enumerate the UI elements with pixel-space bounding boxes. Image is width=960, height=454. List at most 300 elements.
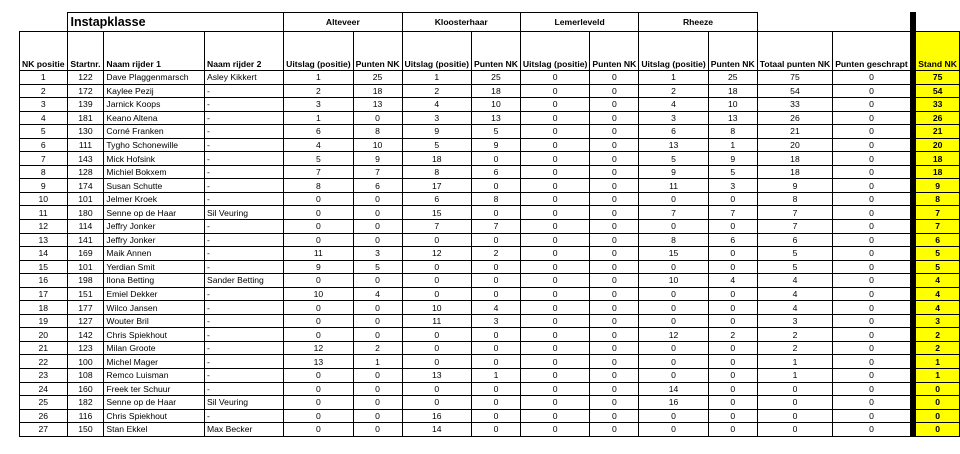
cell-uitslag-lemerleveld: 0	[520, 355, 589, 369]
cell-rijder2: Asley Kikkert	[204, 71, 283, 85]
cell-uitslag-kloosterhaar: 18	[402, 152, 471, 166]
cell-rijder2: Max Becker	[204, 423, 283, 437]
cell-uitslag-lemerleveld: 0	[520, 287, 589, 301]
cell-punten-lemerleveld: 0	[590, 341, 639, 355]
cell-uitslag-rheeze: 10	[639, 274, 708, 288]
cell-geschrapt: 0	[833, 220, 911, 234]
cell-punten-alteveer: 4	[353, 287, 402, 301]
cell-totaal: 5	[757, 260, 833, 274]
cell-uitslag-alteveer: 13	[284, 355, 353, 369]
cell-totaal: 18	[757, 152, 833, 166]
cell-rijder2: -	[204, 382, 283, 396]
cell-uitslag-lemerleveld: 0	[520, 328, 589, 342]
cell-stand: 2	[916, 341, 960, 355]
cell-geschrapt: 0	[833, 165, 911, 179]
cell-startnr: 116	[67, 409, 104, 423]
cell-rijder1: Emiel Dekker	[104, 287, 205, 301]
cell-uitslag-rheeze: 6	[639, 125, 708, 139]
cell-nk-positie: 14	[20, 247, 68, 261]
cell-rijder2: -	[204, 179, 283, 193]
cell-totaal: 4	[757, 301, 833, 315]
cell-punten-kloosterhaar: 4	[472, 301, 521, 315]
cell-stand: 5	[916, 260, 960, 274]
group-lemerleveld: Lemerleveld	[520, 13, 638, 32]
cell-uitslag-alteveer: 8	[284, 179, 353, 193]
group-kloosterhaar: Kloosterhaar	[402, 13, 520, 32]
cell-stand: 7	[916, 220, 960, 234]
cell-startnr: 101	[67, 260, 104, 274]
group-rheeze: Rheeze	[639, 13, 757, 32]
cell-punten-rheeze: 18	[708, 84, 757, 98]
cell-rijder1: Milan Groote	[104, 341, 205, 355]
cell-punten-kloosterhaar: 13	[472, 111, 521, 125]
cell-punten-alteveer: 0	[353, 233, 402, 247]
cell-stand: 4	[916, 274, 960, 288]
cell-nk-positie: 7	[20, 152, 68, 166]
cell-uitslag-kloosterhaar: 14	[402, 423, 471, 437]
cell-nk-positie: 19	[20, 314, 68, 328]
cell-rijder1: Remco Luisman	[104, 369, 205, 383]
cell-stand: 18	[916, 165, 960, 179]
cell-punten-alteveer: 0	[353, 328, 402, 342]
cell-geschrapt: 0	[833, 233, 911, 247]
cell-nk-positie: 5	[20, 125, 68, 139]
cell-geschrapt: 0	[833, 138, 911, 152]
cell-punten-alteveer: 2	[353, 341, 402, 355]
cell-punten-lemerleveld: 0	[590, 423, 639, 437]
cell-geschrapt: 0	[833, 274, 911, 288]
cell-totaal: 0	[757, 409, 833, 423]
cell-stand: 4	[916, 301, 960, 315]
table-row	[20, 220, 960, 234]
cell-uitslag-alteveer: 6	[284, 125, 353, 139]
cell-rijder1: Chris Spiekhout	[104, 409, 205, 423]
cell-uitslag-rheeze: 4	[639, 98, 708, 112]
cell-startnr: 100	[67, 355, 104, 369]
cell-nk-positie: 3	[20, 98, 68, 112]
cell-punten-kloosterhaar: 0	[472, 396, 521, 410]
cell-uitslag-rheeze: 0	[639, 220, 708, 234]
cell-uitslag-kloosterhaar: 0	[402, 328, 471, 342]
cell-uitslag-lemerleveld: 0	[520, 382, 589, 396]
cell-geschrapt: 0	[833, 314, 911, 328]
cell-uitslag-rheeze: 5	[639, 152, 708, 166]
cell-rijder2: -	[204, 98, 283, 112]
cell-uitslag-kloosterhaar: 1	[402, 71, 471, 85]
cell-punten-alteveer: 8	[353, 125, 402, 139]
cell-punten-lemerleveld: 0	[590, 355, 639, 369]
cell-geschrapt: 0	[833, 71, 911, 85]
cell-nk-positie: 13	[20, 233, 68, 247]
cell-totaal: 21	[757, 125, 833, 139]
cell-uitslag-lemerleveld: 0	[520, 84, 589, 98]
cell-startnr: 180	[67, 206, 104, 220]
standings-sheet	[19, 12, 960, 437]
cell-uitslag-rheeze: 1	[639, 71, 708, 85]
cell-punten-alteveer: 1	[353, 355, 402, 369]
cell-uitslag-kloosterhaar: 0	[402, 396, 471, 410]
cell-stand: 0	[916, 396, 960, 410]
cell-rijder1: Keano Altena	[104, 111, 205, 125]
cell-uitslag-alteveer: 0	[284, 314, 353, 328]
cell-punten-rheeze: 7	[708, 206, 757, 220]
page-title: Instapklasse	[67, 13, 284, 32]
cell-uitslag-lemerleveld: 0	[520, 274, 589, 288]
cell-totaal: 7	[757, 206, 833, 220]
cell-nk-positie: 18	[20, 301, 68, 315]
title-row	[20, 13, 960, 32]
cell-rijder1: Freek ter Schuur	[104, 382, 205, 396]
cell-startnr: 122	[67, 71, 104, 85]
col-header-punten-rheeze: Punten NK	[708, 32, 757, 71]
cell-punten-kloosterhaar: 8	[472, 192, 521, 206]
cell-rijder2: -	[204, 165, 283, 179]
cell-uitslag-rheeze: 0	[639, 287, 708, 301]
cell-punten-rheeze: 3	[708, 179, 757, 193]
cell-uitslag-kloosterhaar: 0	[402, 287, 471, 301]
cell-uitslag-kloosterhaar: 13	[402, 369, 471, 383]
cell-stand: 18	[916, 152, 960, 166]
cell-uitslag-alteveer: 0	[284, 382, 353, 396]
cell-uitslag-kloosterhaar: 11	[402, 314, 471, 328]
cell-uitslag-rheeze: 9	[639, 165, 708, 179]
cell-startnr: 151	[67, 287, 104, 301]
table-row	[20, 382, 960, 396]
cell-punten-kloosterhaar: 0	[472, 287, 521, 301]
cell-totaal: 4	[757, 287, 833, 301]
cell-rijder2: -	[204, 369, 283, 383]
cell-nk-positie: 12	[20, 220, 68, 234]
cell-punten-lemerleveld: 0	[590, 192, 639, 206]
table-row	[20, 206, 960, 220]
cell-uitslag-rheeze: 0	[639, 355, 708, 369]
cell-punten-lemerleveld: 0	[590, 84, 639, 98]
cell-punten-lemerleveld: 0	[590, 220, 639, 234]
cell-uitslag-kloosterhaar: 0	[402, 260, 471, 274]
cell-punten-rheeze: 0	[708, 355, 757, 369]
cell-uitslag-rheeze: 7	[639, 206, 708, 220]
cell-punten-alteveer: 0	[353, 409, 402, 423]
cell-nk-positie: 15	[20, 260, 68, 274]
cell-uitslag-rheeze: 0	[639, 423, 708, 437]
cell-rijder2: -	[204, 287, 283, 301]
cell-punten-rheeze: 0	[708, 423, 757, 437]
cell-nk-positie: 22	[20, 355, 68, 369]
table-row	[20, 84, 960, 98]
cell-geschrapt: 0	[833, 152, 911, 166]
cell-nk-positie: 20	[20, 328, 68, 342]
cell-uitslag-kloosterhaar: 0	[402, 274, 471, 288]
cell-uitslag-lemerleveld: 0	[520, 260, 589, 274]
cell-uitslag-lemerleveld: 0	[520, 369, 589, 383]
cell-startnr: 130	[67, 125, 104, 139]
cell-uitslag-alteveer: 0	[284, 274, 353, 288]
cell-uitslag-kloosterhaar: 17	[402, 179, 471, 193]
cell-uitslag-lemerleveld: 0	[520, 409, 589, 423]
cell-rijder2: -	[204, 328, 283, 342]
cell-nk-positie: 1	[20, 71, 68, 85]
cell-startnr: 101	[67, 192, 104, 206]
cell-uitslag-kloosterhaar: 10	[402, 301, 471, 315]
cell-startnr: 114	[67, 220, 104, 234]
cell-nk-positie: 24	[20, 382, 68, 396]
cell-totaal: 33	[757, 98, 833, 112]
cell-rijder2: -	[204, 409, 283, 423]
cell-uitslag-rheeze: 0	[639, 369, 708, 383]
cell-uitslag-alteveer: 5	[284, 152, 353, 166]
cell-stand: 6	[916, 233, 960, 247]
cell-rijder2: -	[204, 192, 283, 206]
cell-totaal: 8	[757, 192, 833, 206]
cell-nk-positie: 2	[20, 84, 68, 98]
cell-punten-lemerleveld: 0	[590, 369, 639, 383]
cell-punten-rheeze: 0	[708, 341, 757, 355]
cell-rijder2: -	[204, 260, 283, 274]
cell-punten-kloosterhaar: 7	[472, 220, 521, 234]
table-row	[20, 152, 960, 166]
cell-punten-kloosterhaar: 0	[472, 233, 521, 247]
cell-punten-alteveer: 25	[353, 71, 402, 85]
cell-uitslag-lemerleveld: 0	[520, 206, 589, 220]
cell-rijder2: Sil Veuring	[204, 206, 283, 220]
table-row	[20, 287, 960, 301]
table-row	[20, 233, 960, 247]
cell-rijder2: -	[204, 233, 283, 247]
cell-uitslag-kloosterhaar: 5	[402, 138, 471, 152]
cell-uitslag-kloosterhaar: 7	[402, 220, 471, 234]
cell-punten-lemerleveld: 0	[590, 260, 639, 274]
cell-totaal: 9	[757, 179, 833, 193]
cell-punten-kloosterhaar: 0	[472, 409, 521, 423]
cell-uitslag-lemerleveld: 0	[520, 301, 589, 315]
cell-punten-kloosterhaar: 0	[472, 152, 521, 166]
cell-punten-rheeze: 0	[708, 192, 757, 206]
cell-punten-kloosterhaar: 0	[472, 274, 521, 288]
cell-punten-kloosterhaar: 25	[472, 71, 521, 85]
cell-punten-rheeze: 9	[708, 152, 757, 166]
cell-punten-lemerleveld: 0	[590, 409, 639, 423]
col-header-rijder1: Naam rijder 1	[104, 32, 205, 71]
col-header-punten-alteveer: Punten NK	[353, 32, 402, 71]
cell-uitslag-rheeze: 0	[639, 260, 708, 274]
cell-rijder2: -	[204, 138, 283, 152]
table-row	[20, 369, 960, 383]
header-row	[20, 32, 960, 71]
cell-punten-lemerleveld: 0	[590, 98, 639, 112]
cell-uitslag-rheeze: 15	[639, 247, 708, 261]
table-row	[20, 165, 960, 179]
cell-uitslag-kloosterhaar: 3	[402, 111, 471, 125]
cell-punten-kloosterhaar: 0	[472, 341, 521, 355]
cell-punten-lemerleveld: 0	[590, 165, 639, 179]
cell-uitslag-kloosterhaar: 0	[402, 355, 471, 369]
cell-nk-positie: 26	[20, 409, 68, 423]
cell-uitslag-alteveer: 0	[284, 192, 353, 206]
cell-punten-kloosterhaar: 9	[472, 138, 521, 152]
cell-stand: 2	[916, 328, 960, 342]
cell-stand: 5	[916, 247, 960, 261]
cell-punten-rheeze: 0	[708, 396, 757, 410]
cell-uitslag-kloosterhaar: 6	[402, 192, 471, 206]
cell-rijder1: Jelmer Kroek	[104, 192, 205, 206]
cell-uitslag-lemerleveld: 0	[520, 423, 589, 437]
cell-punten-lemerleveld: 0	[590, 71, 639, 85]
cell-geschrapt: 0	[833, 84, 911, 98]
cell-punten-lemerleveld: 0	[590, 314, 639, 328]
cell-uitslag-rheeze: 0	[639, 192, 708, 206]
cell-nk-positie: 11	[20, 206, 68, 220]
cell-rijder1: Michel Mager	[104, 355, 205, 369]
cell-nk-positie: 4	[20, 111, 68, 125]
cell-totaal: 1	[757, 355, 833, 369]
cell-totaal: 6	[757, 233, 833, 247]
cell-startnr: 139	[67, 98, 104, 112]
cell-punten-kloosterhaar: 0	[472, 355, 521, 369]
cell-rijder1: Jeffry Jonker	[104, 233, 205, 247]
cell-totaal: 0	[757, 423, 833, 437]
cell-totaal: 75	[757, 71, 833, 85]
cell-punten-alteveer: 0	[353, 274, 402, 288]
cell-uitslag-alteveer: 4	[284, 138, 353, 152]
cell-rijder1: Chris Spiekhout	[104, 328, 205, 342]
cell-rijder2: -	[204, 111, 283, 125]
cell-uitslag-lemerleveld: 0	[520, 152, 589, 166]
table-row	[20, 192, 960, 206]
cell-punten-rheeze: 25	[708, 71, 757, 85]
cell-uitslag-alteveer: 3	[284, 98, 353, 112]
cell-punten-alteveer: 7	[353, 165, 402, 179]
table-row	[20, 98, 960, 112]
table-row	[20, 314, 960, 328]
cell-uitslag-alteveer: 0	[284, 396, 353, 410]
cell-startnr: 198	[67, 274, 104, 288]
cell-totaal: 4	[757, 274, 833, 288]
cell-uitslag-rheeze: 16	[639, 396, 708, 410]
cell-punten-alteveer: 18	[353, 84, 402, 98]
cell-rijder2: -	[204, 314, 283, 328]
cell-startnr: 172	[67, 84, 104, 98]
cell-totaal: 20	[757, 138, 833, 152]
cell-uitslag-lemerleveld: 0	[520, 98, 589, 112]
cell-rijder1: Senne op de Haar	[104, 396, 205, 410]
cell-uitslag-alteveer: 2	[284, 84, 353, 98]
cell-stand: 21	[916, 125, 960, 139]
col-header-startnr: Startnr.	[67, 32, 104, 71]
cell-stand: 9	[916, 179, 960, 193]
cell-rijder2: -	[204, 355, 283, 369]
cell-nk-positie: 17	[20, 287, 68, 301]
cell-uitslag-lemerleveld: 0	[520, 138, 589, 152]
cell-uitslag-lemerleveld: 0	[520, 179, 589, 193]
table-row	[20, 274, 960, 288]
cell-rijder1: Stan Ekkel	[104, 423, 205, 437]
cell-geschrapt: 0	[833, 247, 911, 261]
cell-rijder1: Yerdian Smit	[104, 260, 205, 274]
cell-geschrapt: 0	[833, 98, 911, 112]
cell-punten-alteveer: 0	[353, 396, 402, 410]
table-row	[20, 179, 960, 193]
cell-punten-lemerleveld: 0	[590, 233, 639, 247]
cell-totaal: 0	[757, 396, 833, 410]
cell-uitslag-alteveer: 0	[284, 233, 353, 247]
cell-uitslag-rheeze: 0	[639, 341, 708, 355]
cell-geschrapt: 0	[833, 369, 911, 383]
cell-nk-positie: 21	[20, 341, 68, 355]
cell-punten-lemerleveld: 0	[590, 396, 639, 410]
cell-rijder2: -	[204, 125, 283, 139]
cell-rijder2: -	[204, 301, 283, 315]
cell-uitslag-alteveer: 0	[284, 369, 353, 383]
table-row	[20, 423, 960, 437]
cell-startnr: 111	[67, 138, 104, 152]
cell-rijder1: Senne op de Haar	[104, 206, 205, 220]
cell-totaal: 3	[757, 314, 833, 328]
cell-punten-lemerleveld: 0	[590, 382, 639, 396]
col-header-geschrapt: Punten geschrapt	[833, 32, 911, 71]
table-row	[20, 301, 960, 315]
cell-geschrapt: 0	[833, 179, 911, 193]
cell-stand: 3	[916, 314, 960, 328]
cell-uitslag-rheeze: 0	[639, 314, 708, 328]
col-header-stand: Stand NK	[916, 32, 960, 71]
cell-geschrapt: 0	[833, 125, 911, 139]
cell-uitslag-alteveer: 12	[284, 341, 353, 355]
cell-stand: 0	[916, 423, 960, 437]
cell-geschrapt: 0	[833, 192, 911, 206]
cell-geschrapt: 0	[833, 423, 911, 437]
cell-totaal: 18	[757, 165, 833, 179]
cell-punten-lemerleveld: 0	[590, 328, 639, 342]
cell-uitslag-kloosterhaar: 4	[402, 98, 471, 112]
cell-punten-kloosterhaar: 0	[472, 382, 521, 396]
cell-stand: 4	[916, 287, 960, 301]
cell-punten-rheeze: 10	[708, 98, 757, 112]
cell-punten-kloosterhaar: 5	[472, 125, 521, 139]
cell-punten-kloosterhaar: 10	[472, 98, 521, 112]
cell-punten-alteveer: 10	[353, 138, 402, 152]
cell-uitslag-rheeze: 3	[639, 111, 708, 125]
cell-totaal: 1	[757, 369, 833, 383]
cell-rijder1: Kaylee Pezij	[104, 84, 205, 98]
cell-punten-kloosterhaar: 18	[472, 84, 521, 98]
cell-startnr: 123	[67, 341, 104, 355]
cell-totaal: 0	[757, 382, 833, 396]
table-row	[20, 260, 960, 274]
cell-punten-rheeze: 1	[708, 138, 757, 152]
cell-uitslag-alteveer: 7	[284, 165, 353, 179]
cell-uitslag-lemerleveld: 0	[520, 341, 589, 355]
cell-punten-alteveer: 0	[353, 220, 402, 234]
cell-punten-rheeze: 0	[708, 287, 757, 301]
table-row	[20, 328, 960, 342]
cell-uitslag-lemerleveld: 0	[520, 233, 589, 247]
cell-punten-alteveer: 0	[353, 111, 402, 125]
cell-punten-lemerleveld: 0	[590, 287, 639, 301]
cell-punten-lemerleveld: 0	[590, 111, 639, 125]
col-header-uitslag-alteveer: Uitslag (positie)	[284, 32, 353, 71]
table-row	[20, 396, 960, 410]
cell-geschrapt: 0	[833, 409, 911, 423]
cell-uitslag-rheeze: 13	[639, 138, 708, 152]
col-header-uitslag-kloosterhaar: Uitslag (positie)	[402, 32, 471, 71]
cell-punten-lemerleveld: 0	[590, 138, 639, 152]
cell-rijder2: -	[204, 247, 283, 261]
cell-punten-alteveer: 0	[353, 192, 402, 206]
col-header-totaal: Totaal punten NK	[757, 32, 833, 71]
cell-geschrapt: 0	[833, 111, 911, 125]
cell-totaal: 2	[757, 341, 833, 355]
cell-rijder1: Jarnick Koops	[104, 98, 205, 112]
